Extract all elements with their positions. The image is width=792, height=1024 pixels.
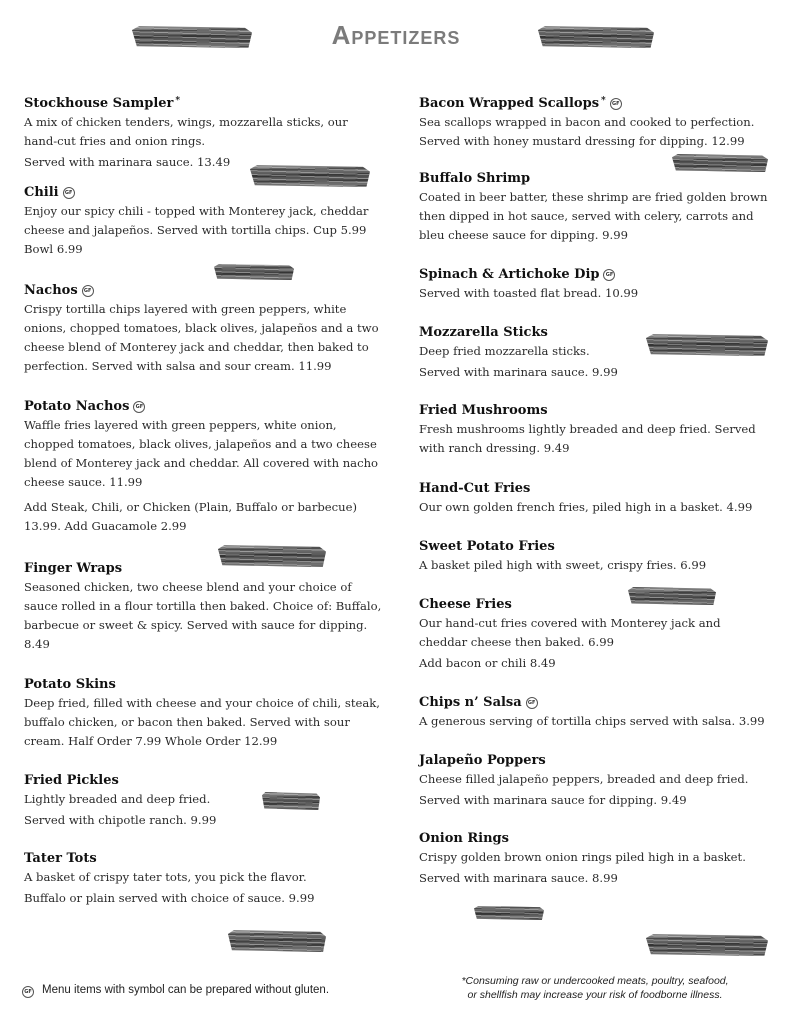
wood-plank-decoration (538, 26, 654, 48)
menu-item-name: Nachos (24, 283, 78, 298)
menu-item (24, 92, 384, 172)
menu-item-addon: Add Steak, Chili, or Chicken (Plain, Buffalo or barbecue) 13.99. Add Guacamole 2.99 (24, 500, 357, 533)
menu-item-name: Tater Tots (24, 851, 97, 866)
menu-item-description: Coated in beer batter, these shrimp are fried golden brown then dipped in hot sauce, served with celery, carrots and bleu cheese sauce for dipping. 9.99 (419, 190, 768, 242)
menu-item-price-line: Served with marinara sauce. 9.99 (419, 365, 618, 379)
menu-item-price-line: Buffalo or plain served with choice of sauce. 9.99 (24, 891, 315, 905)
menu-item (419, 324, 618, 382)
menu-item-description: Sea scallops wrapped in bacon and cooked to perfection. Served with honey mustard dressing for dipping. 12.99 (419, 115, 755, 148)
menu-item-name: Fried Pickles (24, 773, 119, 788)
menu-item-addon: Add bacon or chili 8.49 (419, 656, 556, 670)
menu-item-description: Lightly breaded and deep fried. (24, 792, 211, 806)
page-title: Appetizers (331, 20, 461, 50)
menu-item-description: Crispy tortilla chips layered with green peppers, white onions, chopped tomatoes, black olives, jalapeños and a two cheese blend of Monterey jack and cheddar, then baked to perfection. Served with salsa and sour cream. 11.99 (24, 302, 379, 373)
menu-item (419, 752, 748, 810)
menu-item-description: Fresh mushrooms lightly breaded and deep fried. Served with ranch dressing. 9.49 (419, 422, 756, 455)
menu-item (24, 772, 216, 830)
menu-item-name: Onion Rings (419, 831, 509, 846)
wood-plank-decoration (646, 934, 768, 956)
menu-item-price-line: Served with marinara sauce for dipping. 9.49 (419, 793, 687, 807)
menu-item-name: Chips n’ Salsa (419, 695, 522, 710)
menu-item-description: A generous serving of tortilla chips served with salsa. 3.99 (419, 714, 765, 728)
gluten-free-icon: GF (22, 986, 34, 998)
menu-item (24, 560, 384, 654)
wood-plank-decoration (214, 264, 294, 280)
gluten-free-icon: GF (526, 697, 538, 709)
menu-item-description: A basket piled high with sweet, crispy fries. 6.99 (419, 558, 707, 572)
menu-item-price-line: Served with chipotle ranch. 9.99 (24, 813, 217, 827)
gluten-free-icon: GF (603, 269, 615, 281)
menu-item-description: Crispy golden brown onion rings piled high in a basket. (419, 850, 746, 864)
gluten-free-footnote-text: Menu items with symbol can be prepared without gluten. (42, 984, 330, 996)
gluten-free-icon: GF (63, 187, 75, 199)
menu-item-description: A mix of chicken tenders, wings, mozzarella sticks, our hand-cut fries and onion rings. (24, 115, 348, 148)
menu-item-name: Jalapeño Poppers (419, 753, 546, 768)
menu-item (24, 850, 314, 908)
menu-item (419, 266, 638, 303)
menu-item-name: Hand-Cut Fries (419, 481, 531, 496)
menu-item-description: Our own golden french fries, piled high in a basket. 4.99 (419, 500, 753, 514)
menu-item-name: Cheese Fries (419, 597, 512, 612)
menu-item-name: Buffalo Shrimp (419, 171, 531, 186)
menu-item-name: Chili (24, 185, 59, 200)
menu-item (419, 694, 765, 731)
menu-item-name: Mozzarella Sticks (419, 325, 548, 340)
wood-plank-decoration (474, 906, 544, 920)
wood-plank-decoration (132, 26, 252, 48)
wood-plank-decoration (646, 334, 768, 356)
menu-item-description: Deep fried, filled with cheese and your choice of chili, steak, buffalo chicken, or bacon then baked. Served with sour cream. Half Order 7.99 Whole Order 12.99 (24, 696, 380, 748)
menu-item-description: Served with toasted flat bread. 10.99 (419, 286, 639, 300)
menu-item-price-line: Served with marinara sauce. 8.99 (419, 871, 618, 885)
gluten-free-icon: GF (133, 401, 145, 413)
menu-item-description: Cheese filled jalapeño peppers, breaded and deep fried. (419, 772, 749, 786)
menu-item (24, 282, 384, 376)
raw-warning-star: * (601, 96, 606, 106)
menu-item-name: Sweet Potato Fries (419, 539, 555, 554)
consumer-warning-line: or shellfish may increase your risk of foodborne illness. (467, 989, 723, 1001)
menu-item (419, 170, 771, 245)
menu-item-description: Our hand-cut fries covered with Monterey jack and cheddar cheese then baked. 6.99 (419, 616, 721, 649)
wood-plank-decoration (228, 930, 326, 952)
menu-item-price-line: Served with marinara sauce. 13.49 (24, 155, 231, 169)
menu-item-name: Potato Skins (24, 677, 116, 692)
menu-item (24, 398, 384, 536)
gluten-free-icon: GF (610, 98, 622, 110)
raw-warning-star: * (175, 96, 181, 106)
menu-item-description: A basket of crispy tater tots, you pick the flavor. (24, 870, 307, 884)
menu-item (419, 480, 752, 517)
menu-item-name: Fried Mushrooms (419, 403, 548, 418)
menu-item-name: Finger Wraps (24, 561, 123, 576)
gluten-free-footnote (22, 984, 329, 998)
menu-item-name: Stockhouse Sampler (24, 96, 174, 111)
menu-item-description: Waffle fries layered with green peppers, white onion, chopped tomatoes, black olives, jalapeños and a two cheese blend of Monterey jack and cheddar. All covered with nacho cheese sauce. 11.99 (24, 418, 379, 489)
consumer-warning-line: *Consuming raw or undercooked meats, poultry, seafood, (461, 975, 729, 987)
menu-item (419, 830, 746, 888)
menu-item-description: Deep fried mozzarella sticks. (419, 344, 590, 358)
menu-item-description: Seasoned chicken, two cheese blend and your choice of sauce rolled in a flour tortilla then baked. Choice of: Buffalo, barbecue or sweet & spicy. Served with sauce for dipping. 8.49 (24, 580, 382, 651)
menu-item-name: Bacon Wrapped Scallops (419, 96, 600, 111)
menu-item (419, 596, 771, 673)
menu-item-description: Enjoy our spicy chili - topped with Monterey jack, cheddar cheese and jalapeños. Served with tortilla chips. Cup 5.99 Bowl 6.99 (24, 204, 369, 256)
menu-item (419, 92, 771, 151)
menu-item (419, 402, 771, 458)
menu-item (24, 676, 384, 751)
gluten-free-icon: GF (82, 285, 94, 297)
menu-item-name: Potato Nachos (24, 399, 130, 414)
menu-item (24, 184, 384, 259)
menu-item-name: Spinach & Artichoke Dip (419, 267, 600, 282)
consumer-warning-footnote (430, 974, 760, 1002)
menu-item (419, 538, 706, 575)
wood-plank-decoration (262, 792, 320, 810)
